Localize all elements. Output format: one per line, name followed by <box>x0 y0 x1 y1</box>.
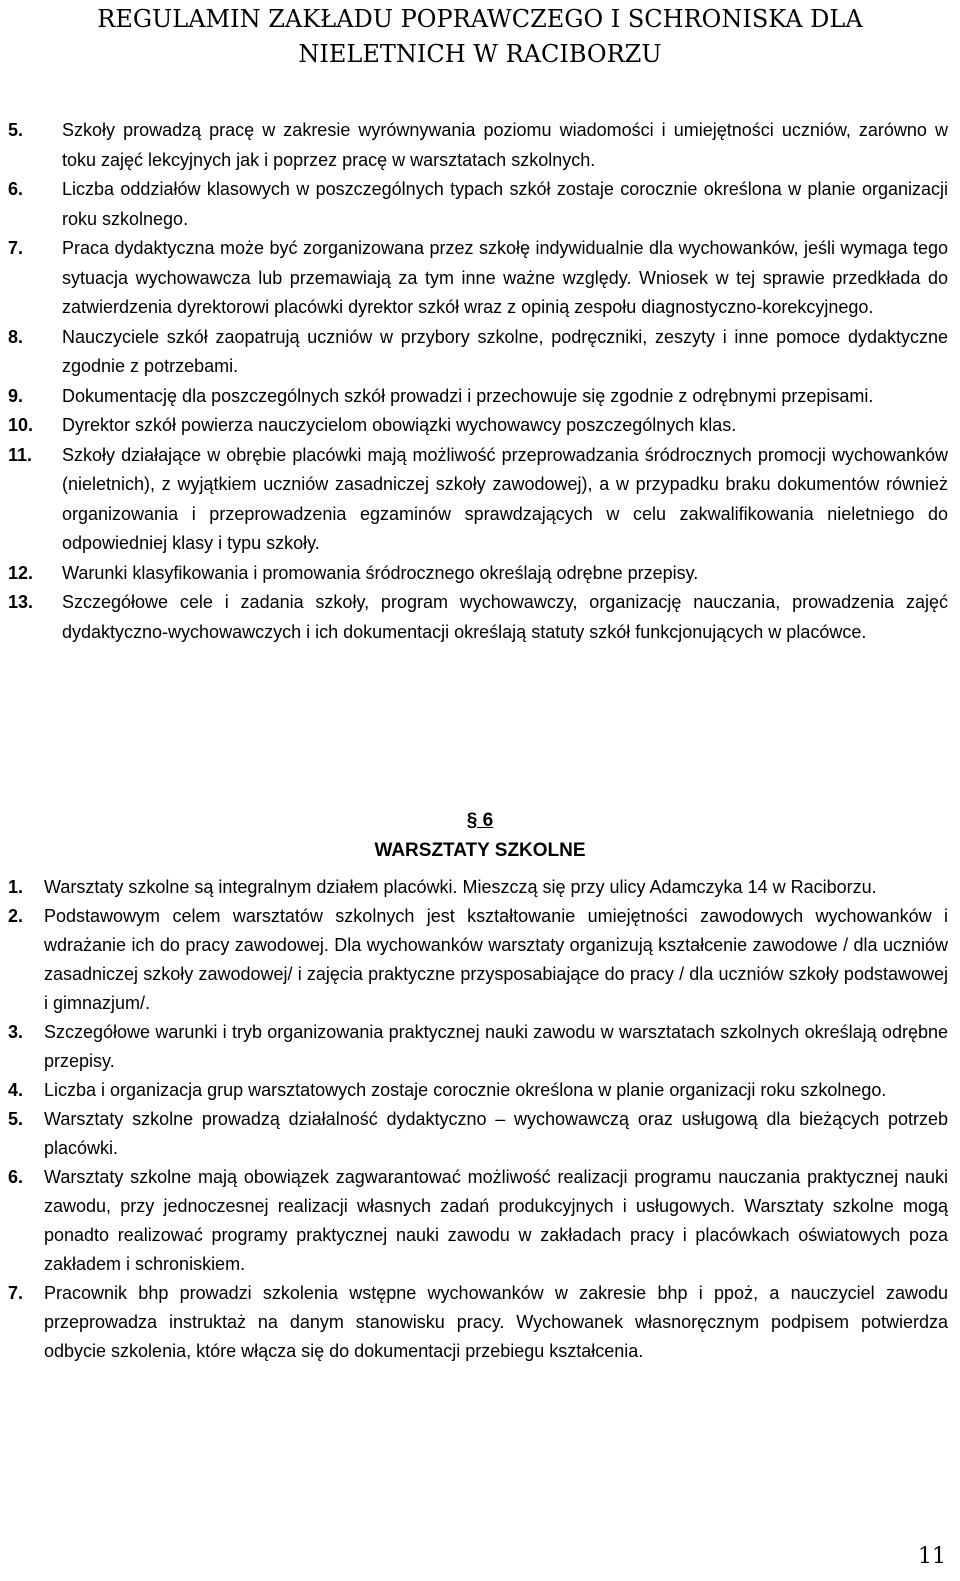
list-item <box>0 441 960 559</box>
item-text: Szkoły prowadzą pracę w zakresie wyrównywania poziomu wiadomości i umiejętności uczniów, zarówno w toku zajęć lekcyjnych jak i poprzez pracę w warsztatach szkolnych. <box>62 120 948 170</box>
item-text: Liczba oddziałów klasowych w poszczególnych typach szkół zostaje corocznie określona w planie organizacji roku szkolnego. <box>62 179 948 229</box>
list-item <box>0 323 960 382</box>
list-item <box>0 1279 960 1366</box>
list-item <box>0 902 960 1018</box>
item-number: 9. <box>8 385 24 406</box>
section-number: § 6 <box>466 810 494 831</box>
item-text: Podstawowym celem warsztatów szkolnych jest kształtowanie umiejętności zawodowych wychowanków i wdrażanie ich do pracy zawodowej. Dla wychowanków warsztaty organizują kształcenie zawodowe / dla uczniów zasadniczej szkoły zawodowej/ i zajęcia praktyczne przysposabiające do pracy / dla uczniów szkoły podstawowej i gimnazjum/. <box>44 906 948 1013</box>
workshop-rules-list <box>0 873 960 1366</box>
list-item <box>0 116 960 175</box>
header-line-1: REGULAMIN ZAKŁADU POPRAWCZEGO I SCHRONISKA DLA <box>97 5 863 33</box>
item-number: 13. <box>8 592 34 612</box>
item-number: 1. <box>8 877 24 897</box>
item-number: 4. <box>8 1080 24 1100</box>
list-item <box>0 411 960 441</box>
item-text: Szczegółowe cele i zadania szkoły, program wychowawczy, organizację nauczania, prowadzenia zajęć dydaktyczno-wychowawczych i ich dokumentacji określają statuty szkół funkcjonujących w placówce. <box>62 592 948 642</box>
list-item <box>0 873 960 902</box>
list-item <box>0 234 960 323</box>
school-rules-list <box>0 116 960 647</box>
list-item <box>0 1076 960 1105</box>
list-item <box>0 559 960 589</box>
item-number: 8. <box>8 326 24 347</box>
page-number: 11 <box>918 1544 946 1569</box>
item-text: Liczba i organizacja grup warsztatowych zostaje corocznie określona w planie organizacji roku szkolnego. <box>44 1080 887 1100</box>
item-number: 12. <box>8 562 34 583</box>
item-text: Warsztaty szkolne mają obowiązek zagwarantować możliwość realizacji programu nauczania praktycznej nauki zawodu, przy jednoczesnej realizacji własnych zadań produkcyjnych i usługowych. Warsztaty szkolne mogą ponadto realizować programy praktycznej nauki zawodu w zakładach pracy i placówkach oświatowych poza zakładem i schroniskiem. <box>44 1167 948 1274</box>
item-text: Szkoły działające w obrębie placówki mają możliwość przeprowadzania śródrocznych promocji wychowanków (nieletnich), z wyjątkiem uczniów zasadniczej szkoły zawodowej), a w przypadku braku dokumentów również organizowania i przeprowadzenia egzaminów sprawdzających w celu zakwalifikowania nieletniego do odpowiedniej klasy i typu szkoły. <box>62 444 948 553</box>
item-number: 6. <box>8 1167 24 1187</box>
item-text: Dyrektor szkół powierza nauczycielom obowiązki wychowawcy poszczególnych klas. <box>62 415 737 435</box>
item-number: 6. <box>8 179 24 199</box>
item-text: Szczegółowe warunki i tryb organizowania praktycznej nauki zawodu w warsztatach szkolnych określają odrębne przepisy. <box>44 1022 948 1071</box>
item-text: Warunki klasyfikowania i promowania śródrocznego określają odrębne przepisy. <box>62 562 699 583</box>
item-number: 2. <box>8 906 24 926</box>
item-number: 11. <box>8 444 33 465</box>
document-header <box>0 2 960 72</box>
item-number: 3. <box>8 1022 24 1042</box>
item-number: 7. <box>8 238 24 258</box>
list-item <box>0 1105 960 1163</box>
item-text: Dokumentację dla poszczególnych szkół prowadzi i przechowuje się zgodnie z odrębnymi przepisami. <box>62 385 874 406</box>
item-text: Nauczyciele szkół zaopatrują uczniów w przybory szkolne, podręczniki, zeszyty i inne pomoce dydaktyczne zgodnie z potrzebami. <box>62 326 948 376</box>
item-text: Warsztaty szkolne prowadzą działalność dydaktyczno – wychowawczą oraz usługową dla bieżących potrzeb placówki. <box>44 1109 948 1158</box>
item-number: 5. <box>8 120 24 140</box>
list-item <box>0 1163 960 1279</box>
item-number: 7. <box>8 1283 24 1303</box>
list-item <box>0 382 960 412</box>
item-text: Praca dydaktyczna może być zorganizowana przez szkołę indywidualnie dla wychowanków, jeśli wymaga tego sytuacja wychowawcza lub przemawiają za tym inne ważne względy. Wniosek w tej sprawie przedkłada do zatwierdzenia dyrektorowi placówki dyrektor szkół wraz z opinią zespołu diagnostyczno-korekcyjnego. <box>62 238 948 317</box>
header-line-2: NIELETNICH W RACIBORZU <box>298 40 662 68</box>
list-item <box>0 588 960 647</box>
section-title: WARSZTATY SZKOLNE <box>374 840 586 861</box>
list-item <box>0 1018 960 1076</box>
item-number: 5. <box>8 1109 24 1129</box>
item-text: Warsztaty szkolne są integralnym działem placówki. Mieszczą się przy ulicy Adamczyka 14 w Raciborzu. <box>44 877 877 897</box>
item-number: 10. <box>8 415 34 435</box>
list-item <box>0 175 960 234</box>
item-text: Pracownik bhp prowadzi szkolenia wstępne wychowanków w zakresie bhp i ppoż, a nauczyciel zawodu przeprowadza instruktaż na danym stanowisku pracy. Wychowanek własnoręcznym podpisem potwierdza odbycie szkolenia, które włącza się do dokumentacji przebiegu kształcenia. <box>44 1283 948 1361</box>
